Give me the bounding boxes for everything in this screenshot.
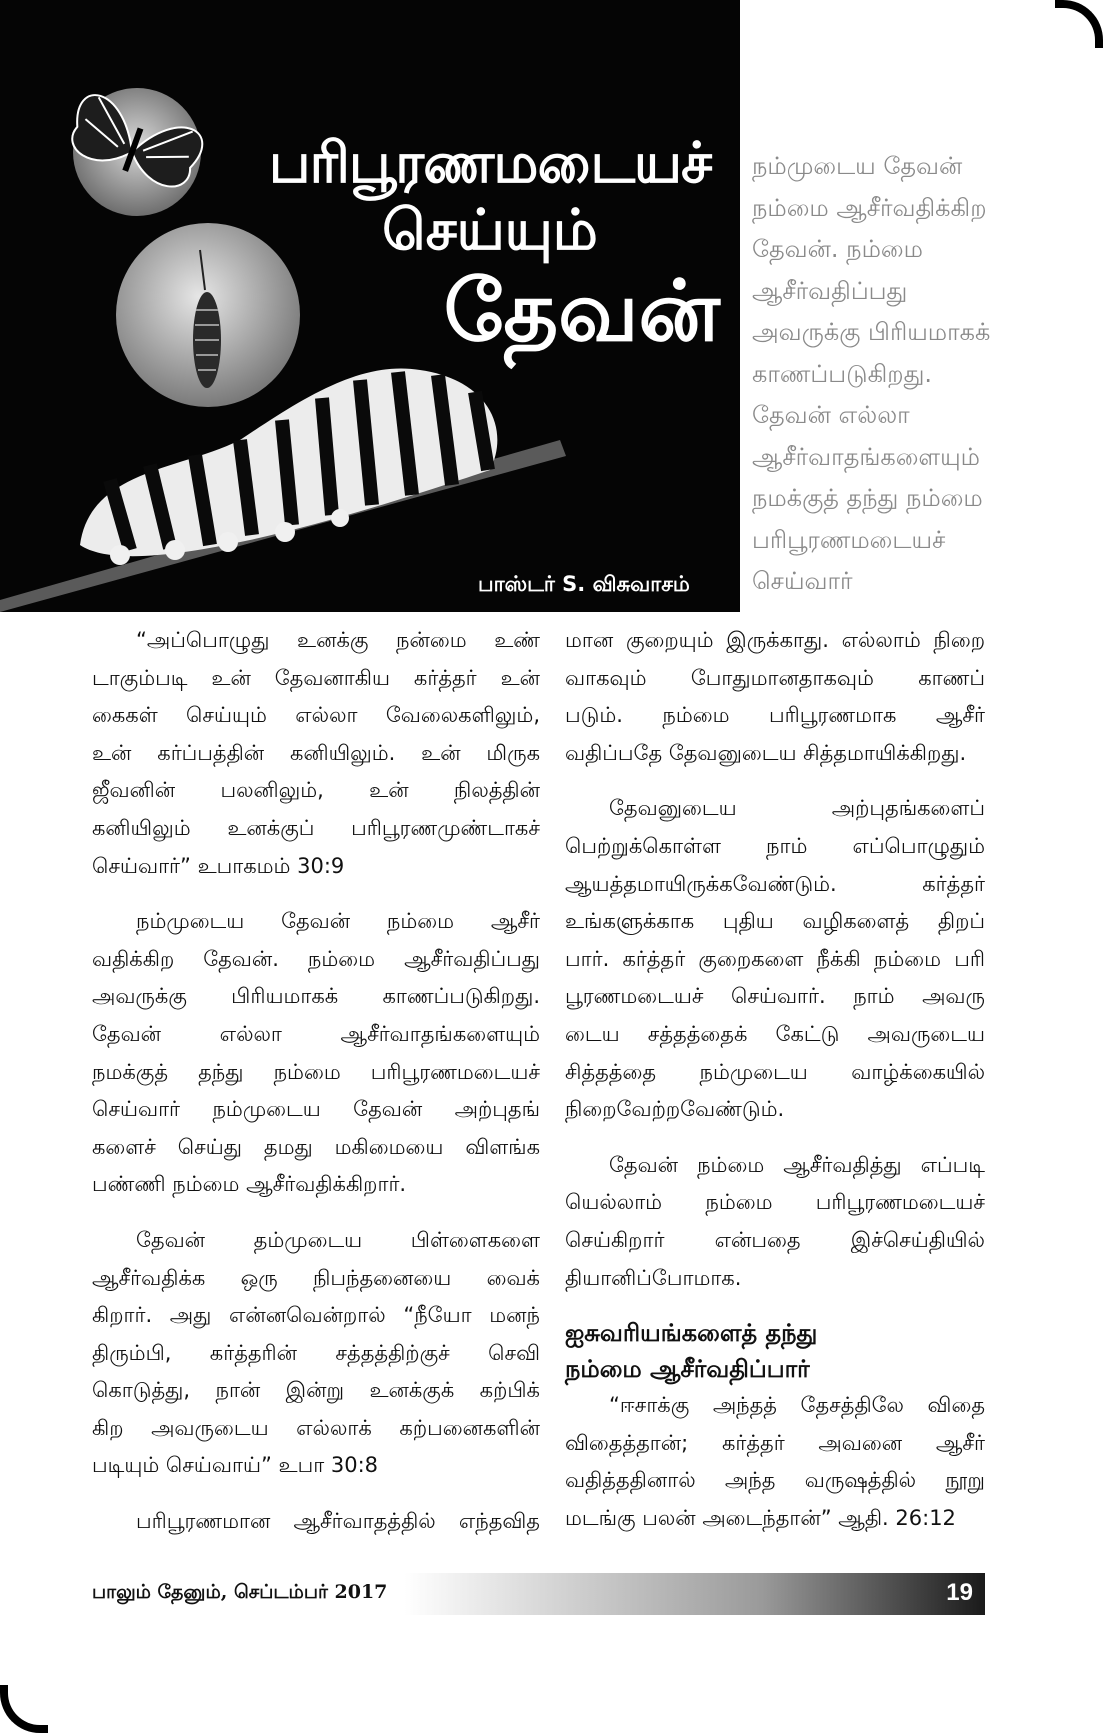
page-number: 19 <box>946 1579 973 1606</box>
text-line: செய்கிறார் என்பதை இச்செய்தியில் <box>565 1227 985 1252</box>
text-line: மான குறையும் இருக்காது. எல்லாம் நிறை <box>565 628 985 652</box>
pull-quote-line: தேவன் எல்லா <box>752 401 910 429</box>
paragraph <box>92 903 540 1204</box>
text-line: தேவன் எல்லா ஆசீர்வாதங்களையும் <box>92 1021 540 1046</box>
text-line: மடங்கு பலன் அடைந்தான்” ஆதி. 26:12 <box>565 1505 956 1530</box>
text-line: கைகள் செய்யும் எல்லா வேலைகளிலும், <box>92 703 540 728</box>
corner-mark-top-right <box>1055 0 1103 48</box>
text-line: தியானிப்போமாக. <box>565 1265 742 1290</box>
text-line: “அப்பொழுது உனக்கு நன்மை உண் <box>136 628 540 652</box>
section-subheading <box>565 1315 985 1387</box>
text-line: நிறைவேற்றவேண்டும். <box>565 1097 785 1122</box>
text-line: கிறார். அது என்னவென்றால் “நீயோ மனந் <box>92 1303 540 1328</box>
text-line: பண்ணி நம்மை ஆசீர்வதிக்கிறார். <box>92 1172 407 1197</box>
paragraph <box>92 1503 540 1541</box>
text-line: டைய சத்தத்தைக் கேட்டு அவருடைய <box>565 1021 985 1046</box>
paragraph <box>565 790 985 1128</box>
text-line: செய்வார் நம்முடைய தேவன் அற்புதங் <box>92 1097 540 1122</box>
butterfly-circle <box>64 88 207 216</box>
text-line: திரும்பி, கர்த்தரின் சத்தத்திற்குச் செவி <box>92 1340 540 1365</box>
pull-quote-line: பரிபூரணமடையச் <box>752 525 946 554</box>
text-line: வதித்ததினால் அந்த வருஷத்தில் நூறு <box>565 1468 985 1493</box>
text-line: ஆயத்தமாயிருக்கவேண்டும். கர்த்தர் <box>565 871 985 896</box>
paragraph <box>92 1222 540 1485</box>
pull-quote-line: நம்முடைய தேவன் <box>752 152 963 180</box>
text-line: களைச் செய்து தமது மகிமையை விளங்க <box>92 1134 540 1159</box>
pull-quote-line: நம்மை ஆசீர்வதிக்கிற <box>752 193 987 222</box>
text-line: பரிபூரணமான ஆசீர்வாதத்தில் எந்தவித <box>136 1509 540 1534</box>
text-line: பெற்றுக்கொள்ள நாம் எப்பொழுதும் <box>565 833 985 858</box>
paragraph <box>565 622 985 772</box>
text-line: வாகவும் போதுமானதாகவும் காணப் <box>565 665 985 690</box>
text-line: உன் கர்ப்பத்தின் கனியிலும். உன் மிருக <box>92 740 540 765</box>
hero-image <box>0 0 740 612</box>
text-line: நம்முடைய தேவன் நம்மை ஆசீர் <box>136 909 540 934</box>
text-line: “ஈசாக்கு அந்தத் தேசத்திலே விதை <box>609 1393 985 1418</box>
pull-quote-line: ஆசீர்வதிப்பது <box>752 276 908 305</box>
author-byline: பாஸ்டர் S. விசுவாசம் <box>478 572 690 596</box>
text-line: யெல்லாம் நம்மை பரிபூரணமடையச் <box>565 1190 985 1215</box>
pull-quote-line: தேவன். நம்மை <box>752 235 923 263</box>
text-line: கொடுத்து, நான் இன்று உனக்குக் கற்பிக் <box>92 1378 540 1403</box>
title-line-2: செய்யும் <box>382 197 598 263</box>
pull-quote-line: ஆசீர்வாதங்களையும் <box>752 442 980 471</box>
subheading-line: ஐசுவரியங்களைத் தந்து <box>565 1319 818 1348</box>
title-line-3: தேவன் <box>443 261 720 360</box>
pull-quote-line: அவருக்கு பிரியமாகக் <box>752 318 991 346</box>
pull-quote <box>752 146 992 603</box>
text-line: விதைத்தான்; கர்த்தர் அவனை ஆசீர் <box>565 1430 985 1455</box>
pull-quote-line: செய்வார் <box>752 567 853 595</box>
article-title <box>250 131 730 360</box>
title-line-1: பரிபூரணமடையச் <box>268 131 712 196</box>
right-column <box>565 622 985 1555</box>
text-line: தேவன் நம்மை ஆசீர்வதித்து எப்படி <box>609 1152 985 1177</box>
text-line: வதிப்பதே தேவனுடைய சித்தமாயிக்கிறது. <box>565 740 967 765</box>
page-footer <box>92 1573 985 1615</box>
paragraph <box>565 1147 985 1297</box>
pull-quote-line: காணப்படுகிறது. <box>752 359 933 388</box>
left-column <box>92 622 540 1559</box>
text-line: தேவன் தம்முடைய பிள்ளைகளை <box>136 1227 540 1252</box>
text-line: கனியிலும் உனக்குப் பரிபூரணமுண்டாகச் <box>92 815 540 840</box>
text-line: நமக்குத் தந்து நம்மை பரிபூரணமடையச் <box>92 1059 540 1084</box>
text-line: ஜீவனின் பலனிலும், உன் நிலத்தின் <box>92 778 540 803</box>
corner-mark-bottom-left <box>0 1685 48 1733</box>
text-line: கிற அவருடைய எல்லாக் கற்பனைகளின் <box>92 1415 540 1440</box>
text-line: ஆசீர்வதிக்க ஒரு நிபந்தனையை வைக் <box>92 1265 540 1290</box>
caterpillar <box>80 368 497 565</box>
text-line: உங்களுக்காக புதிய வழிகளைத் திறப் <box>565 909 985 934</box>
text-line: வதிக்கிற தேவன். நம்மை ஆசீர்வதிப்பது <box>92 946 540 971</box>
text-line: படியும் செய்வாய்” உபா 30:8 <box>92 1453 379 1478</box>
paragraph <box>92 622 540 885</box>
text-line: பார். கர்த்தர் குறைகளை நீக்கி நம்மை பரி <box>565 946 985 971</box>
text-line: செய்வார்” உபாகமம் 30:9 <box>92 853 345 878</box>
paragraph <box>565 1387 985 1537</box>
pull-quote-line: நமக்குத் தந்து நம்மை <box>752 484 983 512</box>
text-line: சித்தத்தை நம்முடைய வாழ்க்கையில் <box>565 1059 985 1084</box>
subheading-line: நம்மை ஆசீர்வதிப்பார் <box>565 1355 810 1384</box>
text-line: படும். நம்மை பரிபூரணமாக ஆசீர் <box>565 703 985 728</box>
text-line: டாகும்படி உன் தேவனாகிய கர்த்தர் உன் <box>92 665 540 690</box>
text-line: தேவனுடைய அற்புதங்களைப் <box>609 796 985 821</box>
text-line: பூரணமடையச் செய்வார். நாம் அவரு <box>565 984 985 1009</box>
magazine-issue: பாலும் தேனும், செப்டம்பர் 2017 <box>92 1581 388 1603</box>
text-line: அவருக்கு பிரியமாகக் காணப்படுகிறது. <box>92 984 540 1009</box>
